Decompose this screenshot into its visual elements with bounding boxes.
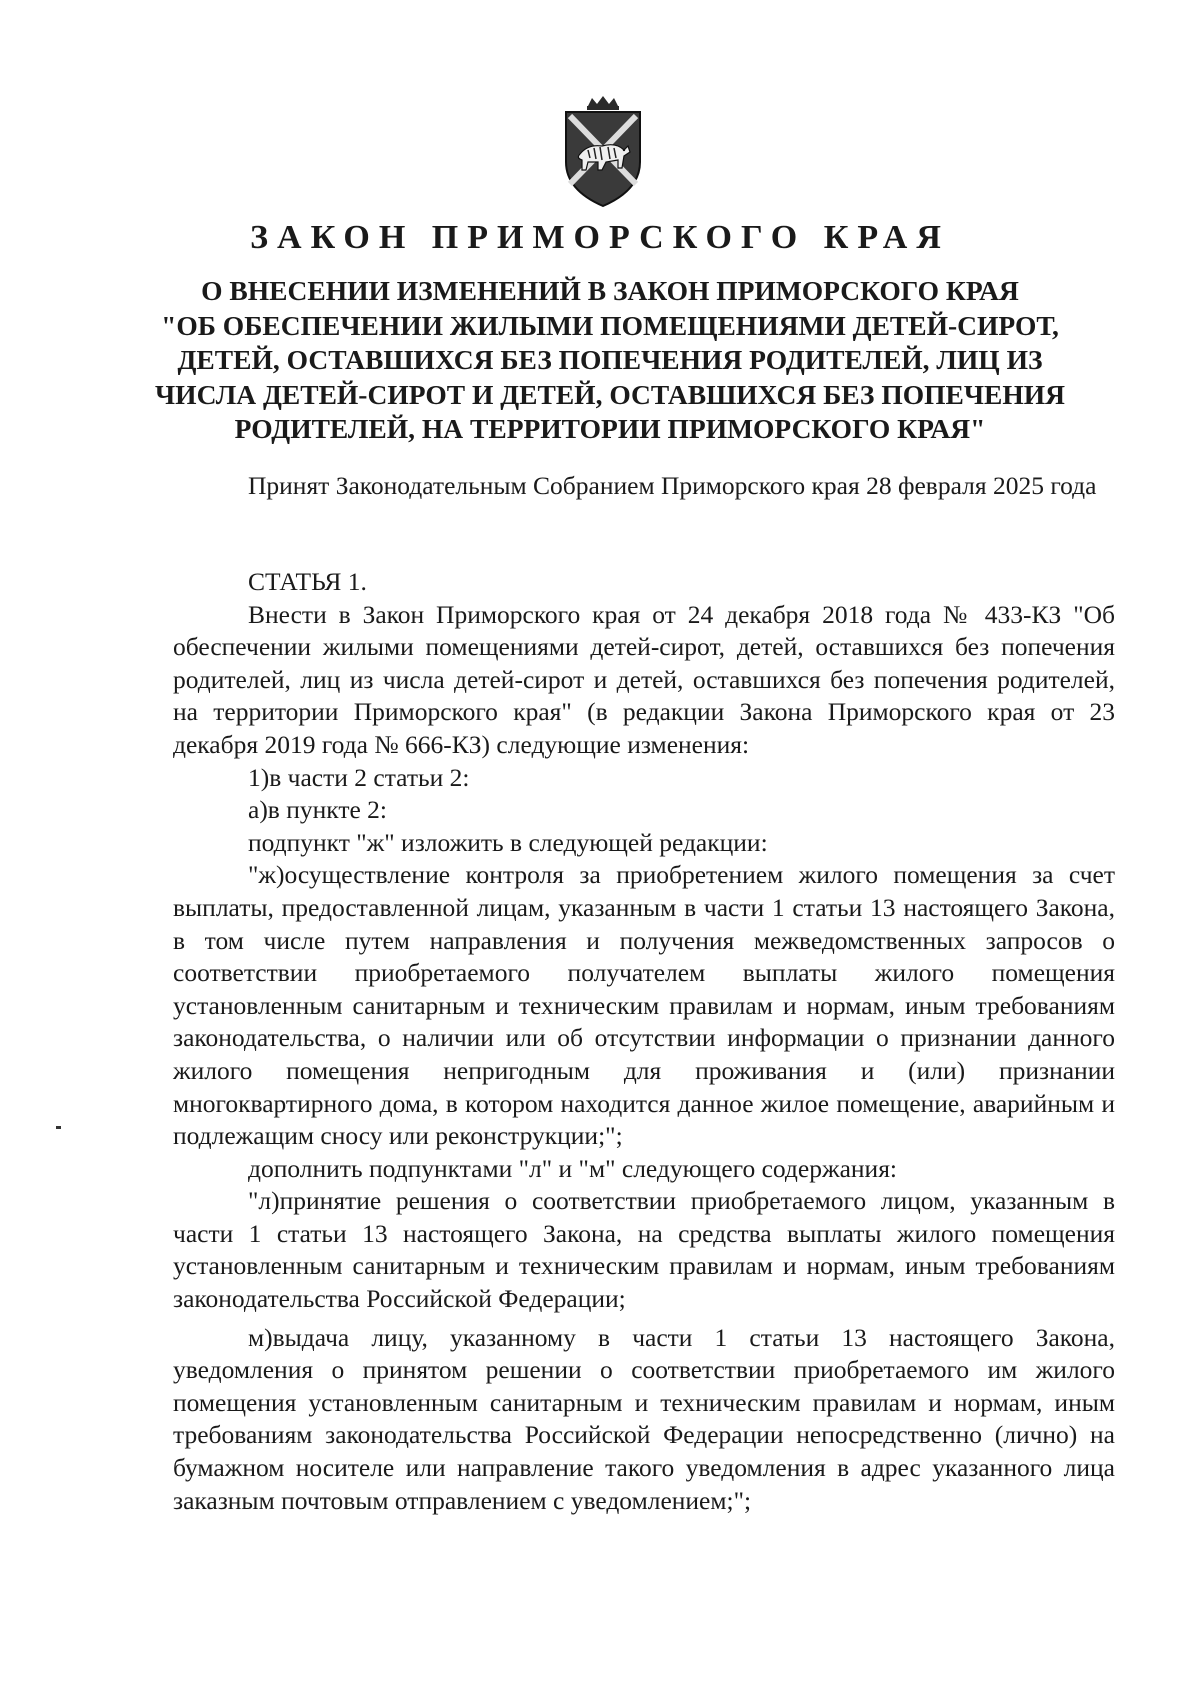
law-title [150, 274, 1070, 447]
coat-of-arms-icon [558, 96, 648, 208]
article-paragraph: подпункт "ж" изложить в следующей редакции: [248, 827, 768, 857]
article-paragraph: 1)в части 2 статьи 2: [248, 762, 470, 792]
law-title-line: РОДИТЕЛЕЙ, НА ТЕРРИТОРИИ ПРИМОРСКОГО КРАЯ" [234, 413, 986, 444]
article-paragraph: а)в пункте 2: [248, 795, 387, 825]
scan-mark [56, 1126, 61, 1129]
article-paragraph: "л)принятие решения о соответствии приобретаемого лицом, указанным в части 1 статьи 13 настоящего Закона, на средства выплаты жилого помещения установленным санитарным и техническим правилам и нормам, иным требованиям законодательства Российской Федерации; [173, 1186, 1115, 1314]
law-title-line: ДЕТЕЙ, ОСТАВШИХСЯ БЕЗ ПОПЕЧЕНИЯ РОДИТЕЛЕЙ, ЛИЦ ИЗ [177, 344, 1043, 375]
law-type-heading: ЗАКОН ПРИМОРСКОГО КРАЯ [250, 219, 950, 256]
article-paragraph: м)выдача лицу, указанному в части 1 статьи 13 настоящего Закона, уведомления о принятом решении о соответствии приобретаемого им жилого помещения установленным санитарным и техническим правилам и нормам, иным требованиям законодательства Российской Федерации непосредственно (лично) на бумажном носителе или направление такого уведомления в адрес указанного лица заказным почтовым отправлением с уведомлением;"; [173, 1322, 1115, 1515]
article-heading: СТАТЬЯ 1. [248, 567, 367, 596]
adoption-text: Принят Законодательным Собранием Приморского края 28 февраля 2025 года [248, 471, 1097, 500]
law-title-line: ЧИСЛА ДЕТЕЙ-СИРОТ И ДЕТЕЙ, ОСТАВШИХСЯ БЕЗ ПОПЕЧЕНИЯ [155, 378, 1065, 410]
law-title-line: "ОБ ОБЕСПЕЧЕНИИ ЖИЛЫМИ ПОМЕЩЕНИЯМИ ДЕТЕЙ-СИРОТ, [161, 309, 1059, 341]
article-paragraph: "ж)осуществление контроля за приобретением жилого помещения за счет выплаты, предоставленной лицам, указанным в части 1 статьи 13 настоящего Закона, в том числе путем направления и получения межведомственных запросов о соответствии приобретаемого получателем выплаты жилого помещения установленным санитарным и техническим правилам и нормам, иным требованиям законодательства, о наличии или об отсутствии информации о признании данного жилого помещения непригодным для проживания и (или) признании многоквартирного дома, в котором находится данное жилое помещение, аварийным и подлежащим сносу или реконструкции;"; [173, 860, 1115, 1151]
article-paragraph: Внести в Закон Приморского края от 24 декабря 2018 года № 433-КЗ "Об обеспечении жилыми помещениями детей-сирот, детей, оставшихся без попечения родителей, лиц из числа детей-сирот и детей, оставшихся без попечения родителей, на территории Приморского края" (в редакции Закона Приморского края от 23 декабря 2019 года № 666-КЗ) следующие изменения: [173, 599, 1115, 759]
article-1 [173, 566, 1115, 1517]
adoption-note [173, 470, 1115, 503]
article-paragraph: дополнить подпунктами "л" и "м" следующего содержания: [248, 1153, 898, 1183]
law-title-line: О ВНЕСЕНИИ ИЗМЕНЕНИЙ В ЗАКОН ПРИМОРСКОГО КРАЯ [201, 275, 1019, 306]
